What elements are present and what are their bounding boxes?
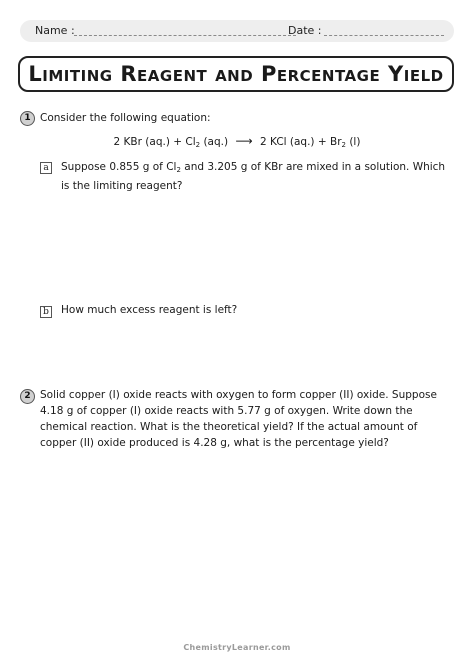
equation-lhs-state: (aq.) — [200, 136, 229, 148]
name-label: Name : — [35, 24, 75, 37]
equation-lhs-subscript: 2 — [195, 141, 201, 149]
question-2-number: 2 — [20, 389, 35, 404]
date-field[interactable] — [324, 35, 444, 36]
part-a-badge: a — [40, 162, 52, 174]
part-a-text — [61, 159, 446, 194]
chemical-equation — [0, 134, 474, 149]
title-box — [18, 56, 454, 92]
part-a-subscript: 2 — [176, 166, 181, 174]
question-1-prompt: Consider the following equation: — [40, 112, 211, 124]
equation-rhs-subscript: 2 — [341, 141, 346, 149]
part-b-text: How much excess reagent is left? — [61, 304, 238, 316]
footer-brand: ChemistryLearner.com — [183, 643, 291, 652]
page-title: Limiting Reagent and Percentage Yield — [28, 62, 444, 86]
equation-lhs: 2 KBr (aq.) + Cl — [113, 136, 196, 148]
part-b-badge: b — [40, 306, 52, 318]
header-bar — [20, 20, 454, 42]
question-1-number: 1 — [20, 111, 35, 126]
question-2-text: Solid copper (I) oxide reacts with oxygen to form copper (II) oxide. Suppose 4.18 g of copper (I) oxide reacts with 5.77 g of oxygen. Write down the chemical reaction. What is the theoretical yield? If the actual amount of copper (II) oxide produced is 4.28 g, what is the percentage yield? — [40, 389, 437, 449]
equation-rhs: 2 KCl (aq.) + Br — [259, 136, 342, 148]
equation-rhs-state: (l) — [346, 136, 361, 148]
date-label: Date : — [288, 24, 322, 37]
reaction-arrow-icon: ⟶ — [235, 134, 253, 148]
part-a-text-1: Suppose 0.855 g of Cl — [61, 161, 177, 173]
part-a-text-2: and 3.205 g of KBr are mixed in a solution. Which is the limiting reagent? — [61, 161, 446, 192]
name-field[interactable] — [74, 35, 296, 36]
